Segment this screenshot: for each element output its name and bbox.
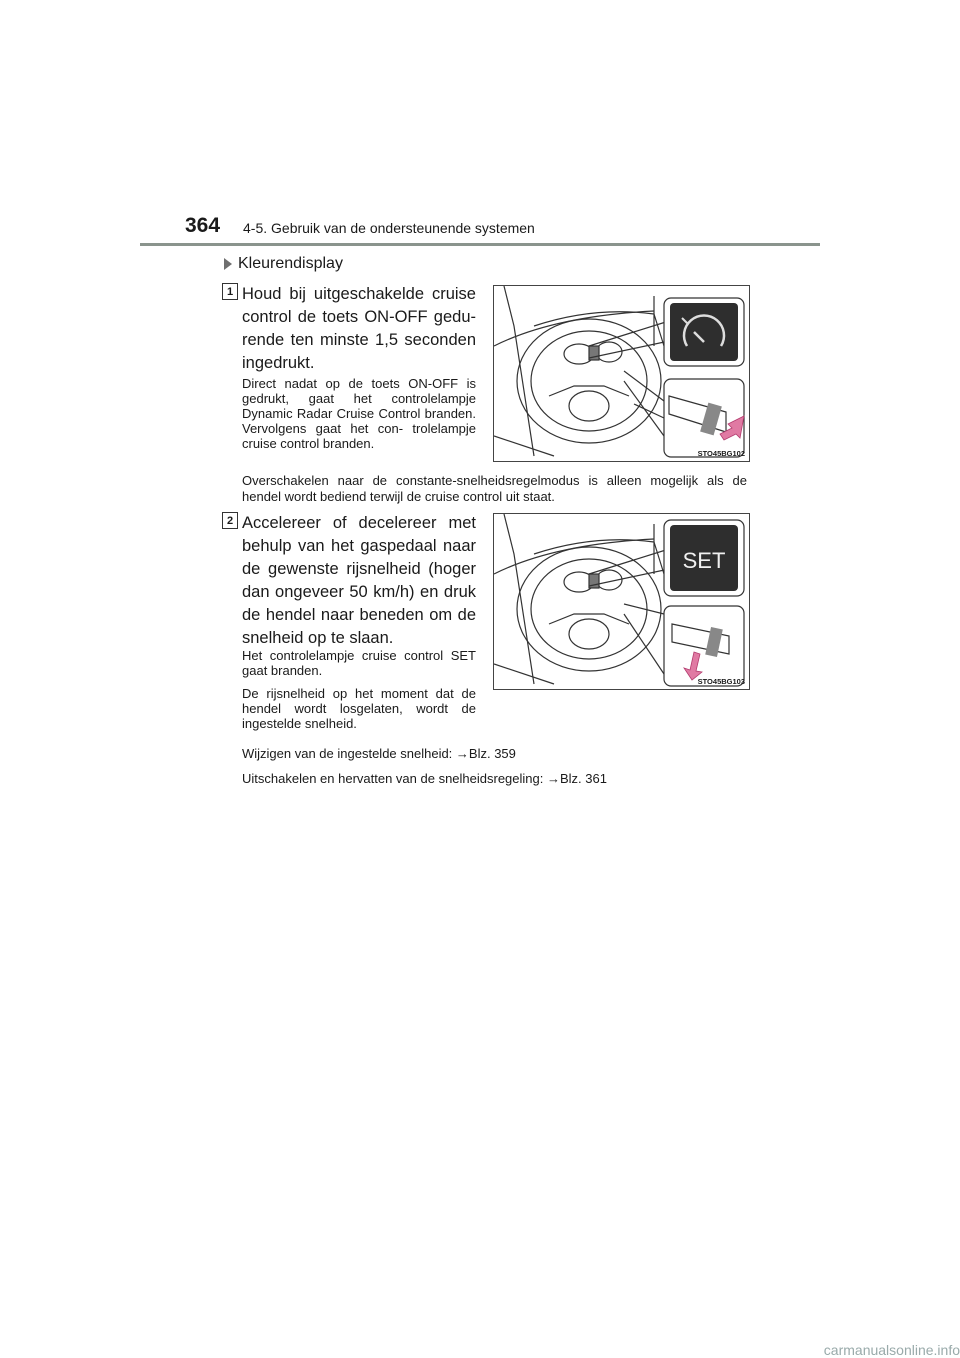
header-divider bbox=[140, 243, 820, 246]
steering-wheel-illustration bbox=[494, 286, 749, 461]
set-label: SET bbox=[682, 548, 726, 573]
step2-instruction: Accelereer of decelereer met behulp van het gaspedaal naar de gewenste rijsnelheid (hoger dan ongeveer 50 km/h) en druk de hendel naar beneden om de snelheid op te slaan. bbox=[242, 514, 476, 647]
step1-note: Direct nadat op de toets ON-OFF is gedrukt, gaat het controlelampje Dynamic Radar Cruise Control branden. Vervolgens gaat het con- trolelampje cruise control branden. bbox=[242, 376, 476, 451]
step2-note1: Het controlelampje cruise control SET gaat branden. bbox=[242, 648, 476, 678]
triangle-bullet-icon bbox=[224, 258, 232, 270]
subheading-text: Kleurendisplay bbox=[238, 255, 343, 272]
steering-wheel-illustration bbox=[494, 514, 749, 689]
step1-extra: Overschakelen naar de constante-snelheidsregelmodus is alleen mogelijk als de hendel wordt bediend terwijl de cruise control uit staat. bbox=[242, 473, 747, 504]
reference-cancel-resume: Uitschakelen en hervatten van de snelheidsregeling: →Blz. 361 bbox=[242, 771, 607, 786]
step1-instruction: Houd bij uitgeschakelde cruise control de toets ON-OFF gedu- rende ten minste 1,5 seconden ingedrukt. bbox=[242, 285, 476, 372]
figure-code: STO45BG102 bbox=[697, 449, 745, 458]
subheading bbox=[224, 255, 343, 273]
figure-code: STO45BG103 bbox=[697, 677, 745, 686]
step-number-2: 2 bbox=[222, 512, 238, 529]
page-number: 364 bbox=[185, 214, 221, 237]
step2-note2: De rijsnelheid op het moment dat de hendel wordt losgelaten, wordt de ingestelde snelheid. bbox=[242, 686, 476, 731]
step-number-1: 1 bbox=[222, 283, 238, 300]
figure-cruise-on-off bbox=[493, 285, 750, 462]
reference-change-speed: Wijzigen van de ingestelde snelheid: →Blz. 359 bbox=[242, 746, 516, 761]
figure-cruise-set bbox=[493, 513, 750, 690]
section-title: 4-5. Gebruik van de ondersteunende systemen bbox=[243, 220, 535, 236]
footer-watermark: carmanualsonline.info bbox=[823, 1342, 960, 1358]
